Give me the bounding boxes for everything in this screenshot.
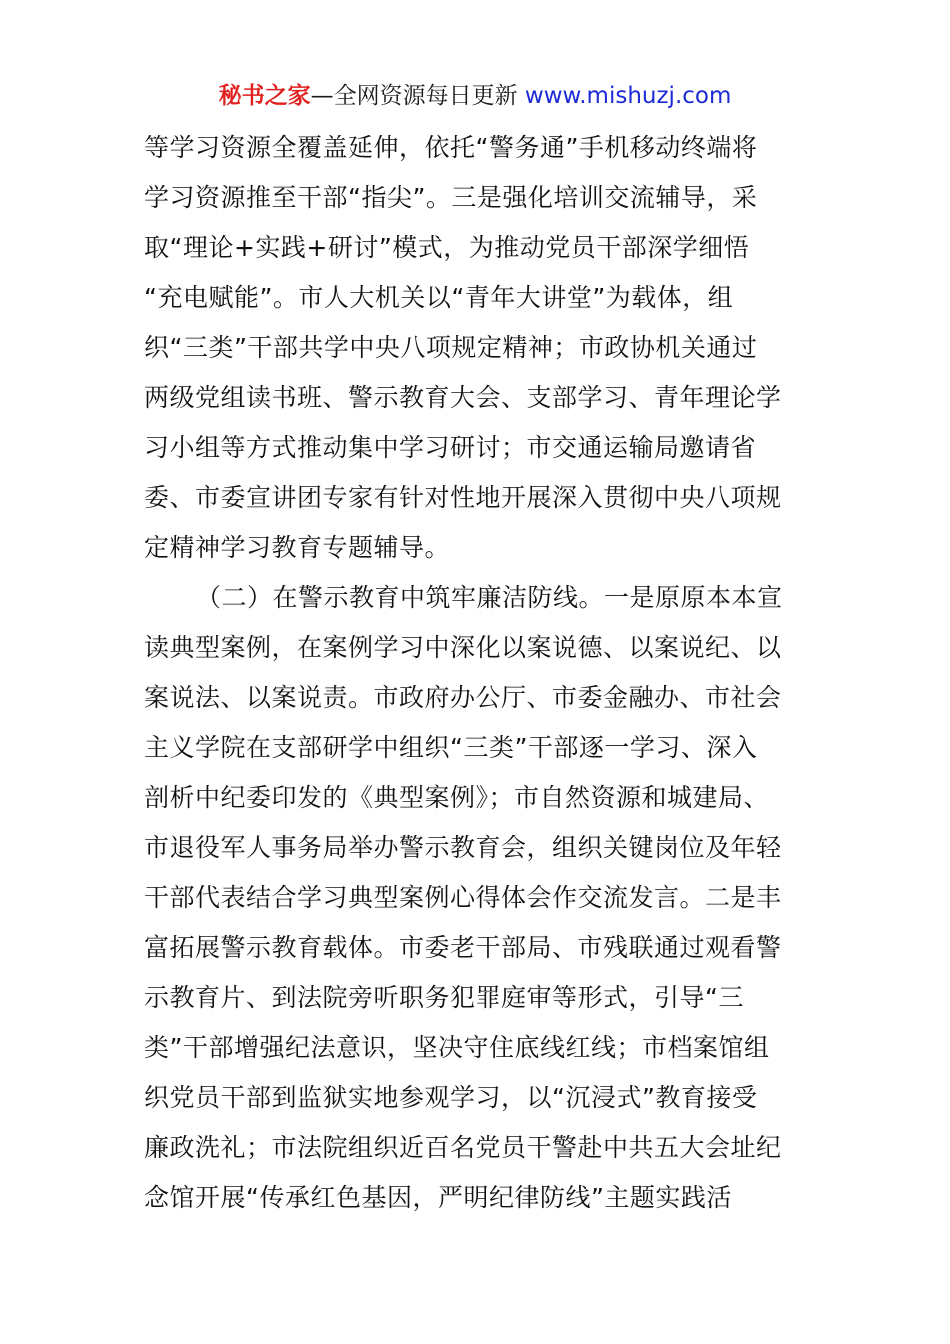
text-line: 定精神学习教育专题辅导。 <box>144 533 451 562</box>
section-heading-line: （二）在警示教育中筑牢廉洁防线。一是原原本本宣 <box>196 583 783 612</box>
text-line: 读典型案例，在案例学习中深化以案说德、以案说纪、以 <box>144 633 782 662</box>
text-line: 学习资源推至干部“指尖”。三是强化培训交流辅导，采 <box>144 183 758 212</box>
text-line: 干部代表结合学习典型案例心得体会作交流发言。二是丰 <box>144 883 782 912</box>
text-line: 取“理论+实践+研讨”模式，为推动党员干部深学细悟 <box>144 233 750 262</box>
site-header <box>0 80 950 112</box>
text-line: 习小组等方式推动集中学习研讨；市交通运输局邀请省 <box>144 433 757 462</box>
text-line: 类”干部增强纪法意识，坚决守住底线红线；市档案馆组 <box>144 1033 770 1062</box>
text-line: 廉政洗礼；市法院组织近百名党员干警赴中共五大会址纪 <box>144 1133 782 1162</box>
text-line: 念馆开展“传承红色基因，严明纪律防线”主题实践活 <box>144 1183 732 1212</box>
text-line: 主义学院在支部研学中组织“三类”干部逐一学习、深入 <box>144 733 758 762</box>
text-line: 剖析中纪委印发的《典型案例》；市自然资源和城建局、 <box>144 783 770 812</box>
text-line: 委、市委宣讲团专家有针对性地开展深入贯彻中央八项规 <box>144 483 782 512</box>
brand-name: 秘书之家 <box>218 83 311 109</box>
text-line: 两级党组读书班、警示教育大会、支部学习、青年理论学 <box>144 383 782 412</box>
text-line: 示教育片、到法院旁听职务犯罪庭审等形式，引导“三 <box>144 983 744 1012</box>
header-tagline: —全网资源每日更新 <box>310 83 518 109</box>
text-line: 等学习资源全覆盖延伸，依托“警务通”手机移动终端将 <box>144 133 758 162</box>
site-url-link[interactable]: www.mishuzj.com <box>524 83 732 109</box>
text-line: 案说法、以案说责。市政府办公厅、市委金融办、市社会 <box>144 683 782 712</box>
document-body <box>144 123 808 1223</box>
text-line: 富拓展警示教育载体。市委老干部局、市残联通过观看警 <box>144 933 782 962</box>
text-line: “充电赋能”。市人大机关以“青年大讲堂”为载体，组 <box>144 283 734 312</box>
text-line: 市退役军人事务局举办警示教育会，组织关键岗位及年轻 <box>144 833 782 862</box>
text-line: 织党员干部到监狱实地参观学习，以“沉浸式”教育接受 <box>144 1083 758 1112</box>
text-line: 织“三类”干部共学中央八项规定精神；市政协机关通过 <box>144 333 758 362</box>
